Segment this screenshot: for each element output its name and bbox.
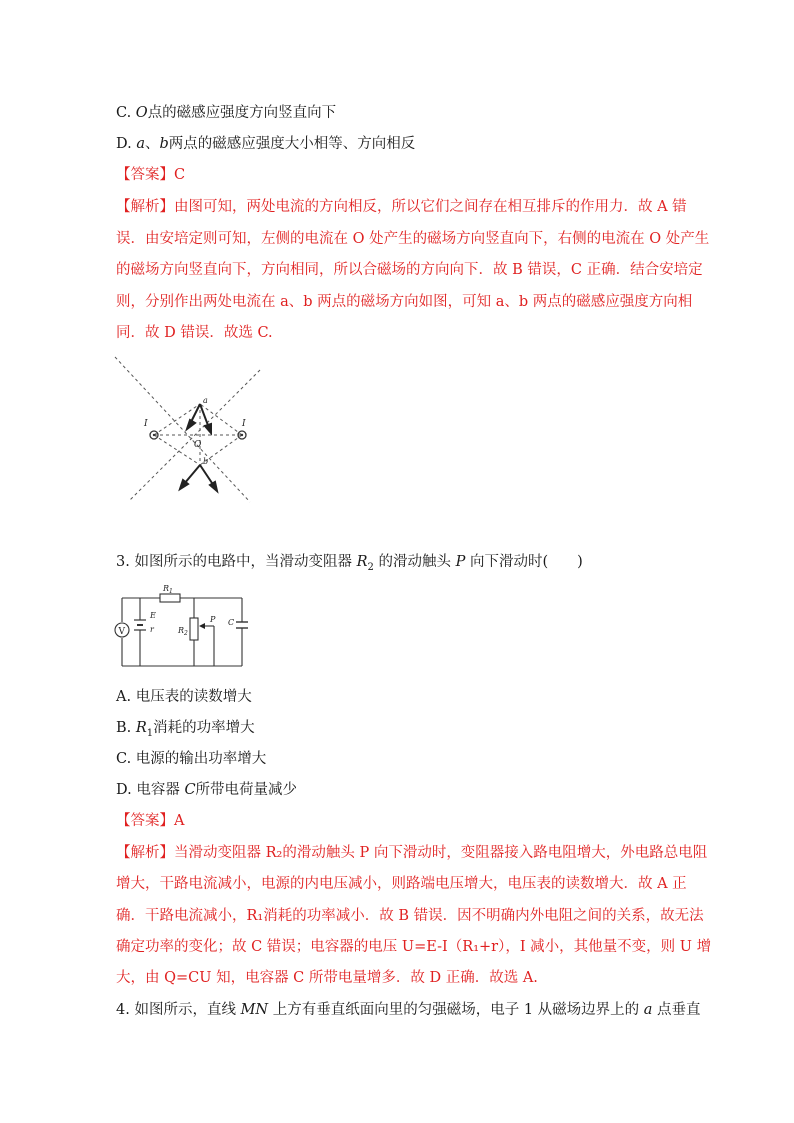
slider-arrow <box>199 623 205 629</box>
q3-analysis-line-4: 确定功率的变化；故 C 错误；电容器的电压 U=E-I（R₁+r），I 减小，其他量不变，则 U 增 <box>116 939 712 955</box>
svg-text:V: V <box>118 627 125 637</box>
point-a-label: a <box>203 396 208 405</box>
q3-analysis-line-3: 确．干路电流减小，R₁消耗的功率减小．故 B 错误．因不明确内外电阻之间的关系，故无法 <box>116 908 704 924</box>
r2-label: $R_2$ <box>178 626 188 637</box>
emf-label: E <box>150 611 156 620</box>
q2-analysis-line-2: 误．由安培定则可知，左侧的电流在 O 处产生的磁场方向竖直向下，右侧的电流在 O 处产生 <box>116 231 710 247</box>
circuit-diagram <box>110 580 255 672</box>
capacitor-label: C <box>228 618 235 627</box>
right-current-label: I <box>242 419 246 429</box>
q2-analysis-line-5: 同．故 D 错误．故选 C. <box>116 325 273 341</box>
q3-option-c: C. 电源的输出功率增大 <box>116 751 267 767</box>
q3-analysis-line-2: 增大，干路电流减小，电源的内电压减小，则路端电压增大，电压表的读数增大．故 A 正 <box>116 876 687 892</box>
q2-analysis-line-3: 的磁场方向竖直向下，方向相同，所以合磁场的方向向下．故 B 错误，C 正确．结合安培定 <box>116 262 703 278</box>
q3-analysis-line-5: 大，由 Q=CU 知，电容器 C 所带电量增多．故 D 正确．故选 A. <box>116 970 538 986</box>
r1-label: $R_1$ <box>163 584 173 595</box>
q2-option-c: C. O点的磁感应强度方向竖直向下 <box>116 105 337 121</box>
q3-stem: 3. 如图所示的电路中，当滑动变阻器 $R_2$ 的滑动触头 P 向下滑动时( ) <box>116 554 583 573</box>
q2-analysis-line-1: 【解析】由图可知，两处电流的方向相反，所以它们之间存在相互排斥的作用力．故 A 错 <box>116 199 687 215</box>
voltmeter-symbol <box>115 623 129 637</box>
q3-option-d: D. 电容器 C所带电荷量减少 <box>116 782 298 798</box>
q2-analysis-line-4: 则，分别作出两处电流在 a、b 两点的磁场方向如图，可知 a、b 两点的磁感应强度方向相 <box>116 294 693 310</box>
point-o-label: O <box>194 440 202 450</box>
capacitor-symbol <box>236 622 248 628</box>
q3-analysis-line-1: 【解析】当滑动变阻器 R₂的滑动触头 P 向下滑动时，变阻器接入路电阻增大，外电路总电阻 <box>116 845 708 861</box>
slider-p-label: P <box>210 615 216 624</box>
q2-answer: 【答案】C <box>116 167 186 183</box>
q3-option-b: B. $R_1$消耗的功率增大 <box>116 720 255 739</box>
q3-option-a: A. 电压表的读数增大 <box>116 689 252 705</box>
magnetic-field-figure <box>110 352 270 504</box>
internal-resistance-label: r <box>150 625 154 634</box>
q2-option-d: D. a、b两点的磁感应强度大小相等、方向相反 <box>116 136 416 152</box>
left-current-label: I <box>144 419 148 429</box>
q4-stem: 4. 如图所示，直线 MN 上方有垂直纸面向里的匀强磁场，电子 1 从磁场边界上的 a 点垂直 <box>116 1002 701 1018</box>
point-b-label: b <box>203 457 209 466</box>
q3-answer: 【答案】A <box>116 813 185 829</box>
battery-symbol <box>134 620 146 630</box>
